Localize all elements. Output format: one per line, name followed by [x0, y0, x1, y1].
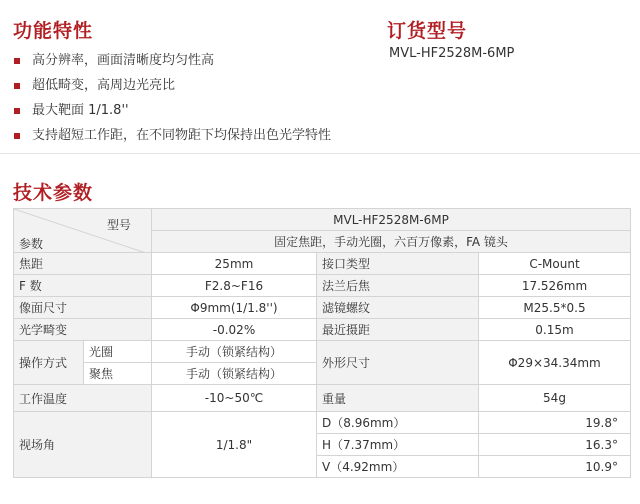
- order-title: 订货型号: [387, 20, 468, 42]
- spec-label: 重量: [317, 385, 479, 412]
- table-row: [14, 385, 631, 412]
- feature-item: [14, 77, 331, 102]
- spec-value: 54g: [479, 385, 631, 412]
- spec-value: -0.02%: [152, 319, 317, 341]
- feature-text: 高分辨率，画面清晰度均匀性高: [32, 53, 215, 68]
- spec-label: 接口类型: [317, 253, 479, 275]
- model-param-header-cell: [14, 209, 152, 253]
- spec-table: [13, 208, 631, 478]
- feature-text: 最大靶面 1/1.8'': [32, 103, 129, 118]
- bullet-square-icon: [14, 133, 20, 139]
- spec-value: 25mm: [152, 253, 317, 275]
- fov-value: 16.3°: [479, 434, 631, 456]
- spec-label: 外形尺寸: [317, 341, 479, 385]
- feature-text: 支持超短工作距，在不同物距下均保持出色光学特性: [32, 128, 332, 143]
- table-row: [14, 275, 631, 297]
- spec-value: 17.526mm: [479, 275, 631, 297]
- spec-label: 光学畸变: [14, 319, 152, 341]
- specs-title: 技术参数: [13, 182, 94, 204]
- spec-value: -10~50℃: [152, 385, 317, 412]
- features-title: 功能特性: [13, 20, 94, 42]
- spec-value: 0.15m: [479, 319, 631, 341]
- description-cell: 固定焦距，手动光圈，六百万像素，FA 镜头: [152, 231, 631, 253]
- spec-value: M25.5*0.5: [479, 297, 631, 319]
- bullet-square-icon: [14, 58, 20, 64]
- spec-value: 手动（锁紧结构）: [152, 363, 317, 385]
- spec-label: 最近摄距: [317, 319, 479, 341]
- feature-item: [14, 102, 331, 127]
- feature-list: [14, 52, 331, 152]
- fov-sublabel: D（8.96mm）: [317, 412, 479, 434]
- model-value-cell: MVL-HF2528M-6MP: [152, 209, 631, 231]
- model-label: 型号: [106, 218, 131, 232]
- spec-value: Φ9mm(1/1.8''): [152, 297, 317, 319]
- table-row: [14, 412, 631, 434]
- bullet-square-icon: [14, 108, 20, 114]
- order-model-number: MVL-HF2528M-6MP: [389, 46, 515, 61]
- section-divider: [0, 153, 640, 154]
- spec-value: F2.8~F16: [152, 275, 317, 297]
- feature-item: [14, 127, 331, 152]
- spec-value: 1/1.8": [152, 412, 317, 478]
- table-row: [14, 341, 631, 363]
- table-header-row: [14, 209, 631, 231]
- spec-value: C-Mount: [479, 253, 631, 275]
- spec-label: 滤镜螺纹: [317, 297, 479, 319]
- fov-value: 10.9°: [479, 456, 631, 478]
- spec-sublabel: 光圈: [84, 341, 152, 363]
- table-row: [14, 319, 631, 341]
- feature-text: 超低畸变，高周边光亮比: [32, 78, 176, 93]
- fov-sublabel: V（4.92mm）: [317, 456, 479, 478]
- param-label: 参数: [19, 237, 44, 251]
- spec-sublabel: 聚焦: [84, 363, 152, 385]
- fov-sublabel: H（7.37mm）: [317, 434, 479, 456]
- spec-label: 工作温度: [14, 385, 152, 412]
- spec-label: 操作方式: [14, 341, 84, 385]
- spec-label: 视场角: [14, 412, 152, 478]
- spec-label: 像面尺寸: [14, 297, 152, 319]
- spec-label: F 数: [14, 275, 152, 297]
- fov-value: 19.8°: [479, 412, 631, 434]
- spec-label: 焦距: [14, 253, 152, 275]
- spec-value: Φ29×34.34mm: [479, 341, 631, 385]
- table-row: [14, 253, 631, 275]
- spec-value: 手动（锁紧结构）: [152, 341, 317, 363]
- spec-label: 法兰后焦: [317, 275, 479, 297]
- feature-item: [14, 52, 331, 77]
- bullet-square-icon: [14, 83, 20, 89]
- table-row: [14, 297, 631, 319]
